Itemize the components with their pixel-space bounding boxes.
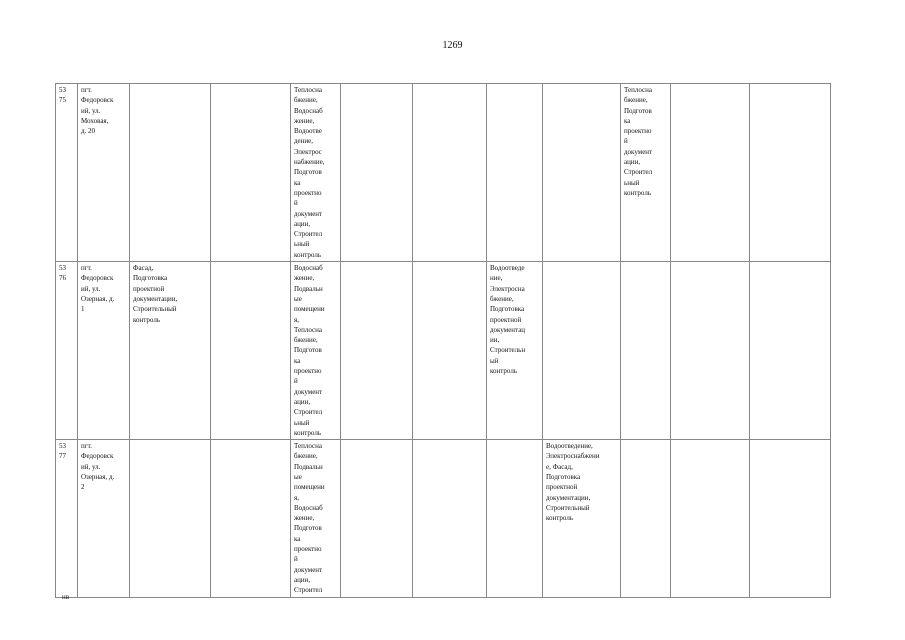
table-cell: Водоснаб жение, Подвальн ые помещени я, Теплосна бжение, Подготов ка проектно й документ ации, Строител ьный контроль xyxy=(291,262,341,440)
table-cell: Водоотведение, Электроснабжени е, Фасад, Подготовка проектной документации, Строительный контроль xyxy=(543,440,621,597)
table-cell xyxy=(671,440,750,597)
address-cell: пгт. Федоровск ий, ул. Моховая, д. 20 xyxy=(78,84,130,262)
works-table xyxy=(55,83,831,598)
table-cell: Теплосна бжение, Подвальн ые помещени я, Водоснаб жение, Подготов ка проектно й документ ации, Строител xyxy=(291,440,341,597)
table-cell: Водоотведе ние, Электросна бжение, Подготовка проектной документац ии, Строительн ый контроль xyxy=(487,262,543,440)
table-cell xyxy=(621,440,671,597)
table-cell xyxy=(341,262,413,440)
table-cell xyxy=(130,440,211,597)
address-cell: пгт. Федоровск ий, ул. Озерная, д. 1 xyxy=(78,262,130,440)
table-row xyxy=(56,262,831,440)
table-cell: Теплосна бжение, Подготов ка проектно й документ ации, Строител ьный контроль xyxy=(621,84,671,262)
table-cell xyxy=(413,84,487,262)
table-cell xyxy=(413,440,487,597)
page-number: 1269 xyxy=(442,40,463,51)
table-cell xyxy=(750,440,831,597)
table-cell xyxy=(487,84,543,262)
table-row xyxy=(56,440,831,597)
table-cell: Фасад, Подготовка проектной документации, Строительный контроль xyxy=(130,262,211,440)
table-cell xyxy=(671,84,750,262)
table-cell xyxy=(671,262,750,440)
row-number-cell: 53 76 xyxy=(56,262,78,440)
table-cell: Теплосна бжение, Водоснаб жение, Водоотве дение, Электрос набжение, Подготов ка проектно й документ ации, Строител ьный контроль xyxy=(291,84,341,262)
table-cell xyxy=(341,84,413,262)
table-cell xyxy=(341,440,413,597)
table-cell xyxy=(211,262,291,440)
table-cell xyxy=(487,440,543,597)
address-cell: пгт. Федоровск ий, ул. Озерная, д. 2 xyxy=(78,440,130,597)
table-cell xyxy=(211,84,291,262)
table-row xyxy=(56,84,831,262)
footer-mark: нв xyxy=(62,593,70,601)
table-cell xyxy=(413,262,487,440)
row-number-cell: 53 77 xyxy=(56,440,78,597)
works-table-container xyxy=(55,83,831,598)
table-cell xyxy=(130,84,211,262)
table-cell xyxy=(750,84,831,262)
table-cell xyxy=(211,440,291,597)
table-cell xyxy=(543,84,621,262)
table-cell xyxy=(750,262,831,440)
table-cell xyxy=(621,262,671,440)
table-cell xyxy=(543,262,621,440)
row-number-cell: 53 75 xyxy=(56,84,78,262)
